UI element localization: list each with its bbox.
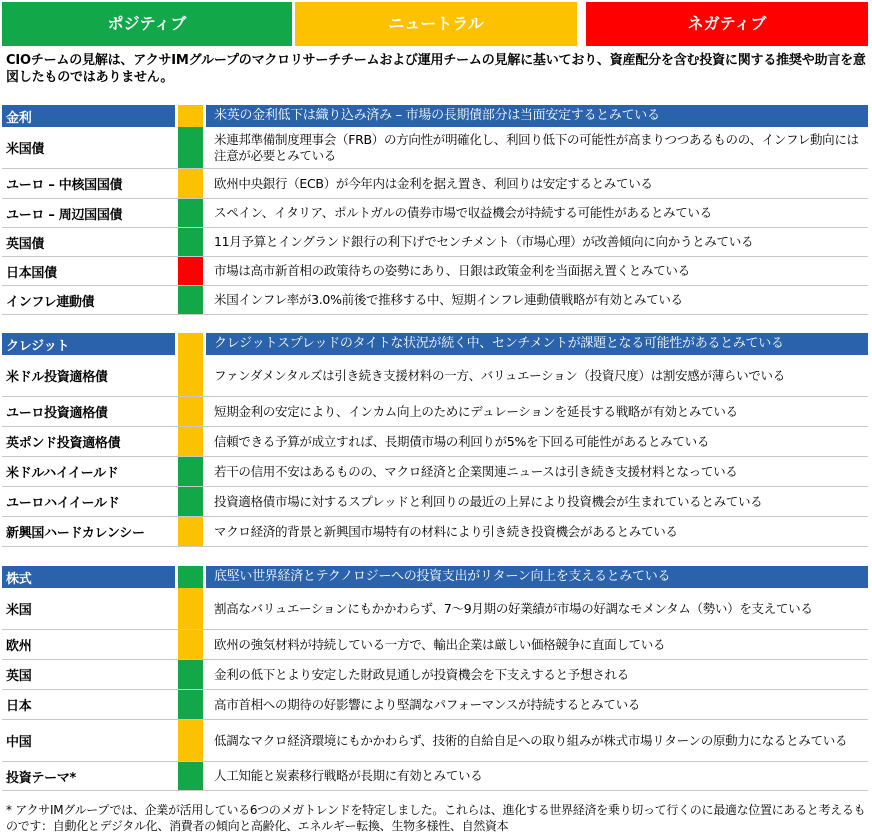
rating-box [178,286,203,314]
asset-name: 欧州 [6,639,32,654]
asset-view: 割高なバリュエーションにもかかわらず、7～9月期の好業績が市場の好調なモメンタム（勢い）を支えている [214,600,813,616]
asset-view: 市場は高市新首相の政策待ちの姿勢にあり、日銀は政策金利を当面据え置くとみている [214,263,690,278]
asset-name: ユーロハイイールド [6,496,120,511]
table-row [2,228,868,257]
table-row [2,397,868,427]
rating-box [178,660,203,689]
disclaimer-intro: CIOチームの見解は、アクサIMグループのマクロリサーチチームおよび運用チームの見解に基いており、資産配分を含む投資に関する推奨や助言を意図したものではありません。 [6,53,866,85]
rating-box [178,228,203,256]
rating-box [178,588,203,629]
asset-view: マクロ経済的背景と新興国市場特有の材料により引き続き投資機会があるとみている [214,523,678,539]
table-row [2,169,868,199]
asset-name: 日本 [6,699,32,714]
rating-legend [2,2,870,46]
table-row [2,286,868,315]
table-row [2,355,868,397]
asset-view: 高市首相への期待の好影響により堅調なパフォーマンスが持続するとみている [214,696,641,712]
asset-name: 新興国ハードカレンシー [6,526,145,541]
rating-box [178,427,203,456]
asset-view: 低調なマクロ経済環境にもかかわらず、技術的自給自足への取り組みが株式市場リターンの原動力になるとみている [214,732,848,748]
section-summary: クレジットスプレッドのタイトな状況が続く中、センチメントが課題となる可能性があるとみている [206,333,868,355]
section-rates [2,105,868,315]
asset-name: 米ドルハイイールド [6,466,119,481]
table-row [2,257,868,286]
table-row [2,660,868,690]
asset-view: 11月予算とイングランド銀行の利下げでセンチメント（市場心理）が改善傾向に向かうとみている [214,234,754,249]
rating-box [178,690,203,719]
asset-view: 米国インフレ率が3.0%前後で推移する中、短期インフレ連動債戦略が有効とみている [214,292,683,307]
table-row [2,517,868,547]
rating-box [178,355,203,396]
rating-box [178,457,203,486]
rating-box [178,127,203,168]
table-row [2,199,868,228]
table-row [2,487,868,517]
asset-view: 欧州中央銀行（ECB）が今年内は金利を据え置き、利回りは安定するとみている [214,175,653,191]
asset-view: 人工知能と炭素移行戦略が長期に有効とみている [214,768,483,783]
rating-box [178,333,203,355]
asset-name: インフレ連動債 [6,294,95,310]
asset-view: 短期金利の安定により、インカム向上のためにデュレーションを延長する戦略が有効とみている [214,403,738,419]
section-header [2,105,868,127]
rating-box [178,517,203,546]
rating-box [178,169,203,198]
table-row [2,127,868,169]
table-row [2,690,868,720]
asset-name: 英国 [6,669,32,684]
asset-name: 米国 [6,603,32,618]
section-equity [2,566,868,791]
section-header [2,333,868,355]
section-title: 株式 [2,566,175,588]
section-summary: 米英の金利低下は織り込み済み – 市場の長期債部分は当面安定するとみている [206,105,868,127]
asset-view: 欧州の強気材料が持続している一方で、輸出企業は厳しい価格競争に直面している [214,636,666,652]
rating-box [178,630,203,659]
asset-view: スペイン、イタリア、ポルトガルの債券市場で収益機会が持続する可能性があるとみている [214,205,712,220]
asset-name: ユーロ – 中核国国債 [6,178,123,193]
legend-negative: ネガティブ [586,2,868,46]
footnote: * アクサIMグループでは、企業が活用している6つのメガトレンドを特定しました。これらは、進化する世界経済を乗り切って行くのに最適な位置にあると考えるものです：自動化とデジタル化、消費者の傾向と高齢化、エネルギー転換、生物多様性、自然資本 [6,803,866,833]
rating-box [178,397,203,426]
asset-name: 英ポンド投資適格債 [6,436,121,451]
asset-view: 金利の低下とより安定した財政見通しが投資機会を下支えすると予想される [214,666,629,682]
table-row [2,630,868,660]
table-row [2,457,868,487]
table-row [2,427,868,457]
rating-box [178,566,203,588]
asset-name: 米国債 [6,142,45,157]
asset-name: ユーロ – 周辺国国債 [6,207,123,223]
rating-box [178,105,203,127]
rating-box [178,199,203,227]
asset-name: 日本国債 [6,265,57,281]
rating-box [178,257,203,285]
section-header [2,566,868,588]
section-summary: 底堅い世界経済とテクノロジーへの投資支出がリターン向上を支えるとみている [206,566,868,588]
table-row [2,762,868,791]
asset-view: ファンダメンタルズは引き続き支援材料の一方、バリュエーション（投資尺度）は割安感が薄らいでいる [214,367,785,383]
rating-box [178,762,203,790]
table-row [2,720,868,762]
asset-view: 米連邦準備制度理事会（FRB）の方向性が明確化し、利回り低下の可能性が高まりつつあるものの、インフレ動向には注意が必要とみている [214,131,859,163]
asset-view: 信頼できる予算が成立すれば、長期債市場の利回りが5%を下回る可能性があるとみている [214,433,710,449]
rating-box [178,487,203,516]
asset-name: 投資テーマ* [6,770,76,786]
asset-name: ユーロ投資適格債 [6,406,108,421]
section-title: クレジット [2,333,175,355]
legend-neutral: ニュートラル [295,2,577,46]
asset-name: 中国 [6,735,32,750]
asset-name: 英国債 [6,236,45,252]
asset-name: 米ドル投資適格債 [6,370,108,385]
asset-view: 投資適格債市場に対するスプレッドと利回りの最近の上昇により投資機会が生まれているとみている [214,493,763,509]
legend-positive: ポジティブ [2,2,292,46]
section-title: 金利 [2,105,175,127]
rating-box [178,720,203,761]
asset-view: 若干の信用不安はあるものの、マクロ経済と企業関連ニュースは引き続き支援材料となっている [214,463,738,479]
table-row [2,588,868,630]
section-credit [2,333,868,547]
